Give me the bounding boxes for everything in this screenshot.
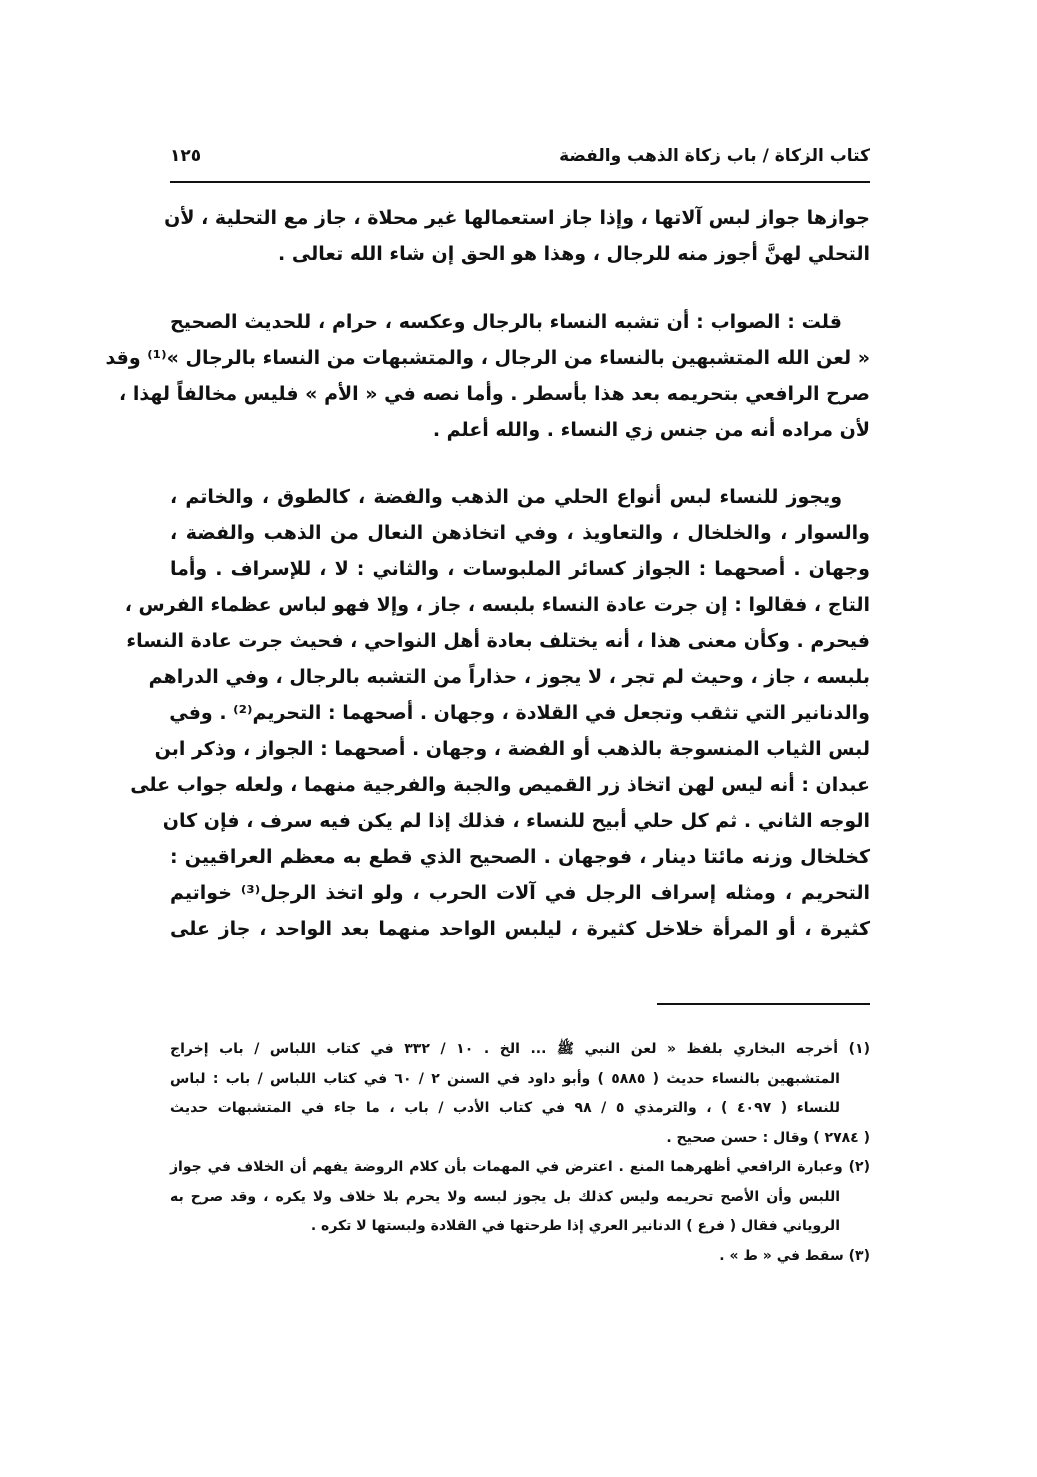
text-line: ويجوز للنساء لبس أنواع الحلي من الذهب والفضة ، كالطوق ، والخاتم ، xyxy=(170,486,842,508)
footnote-line: اللبس وأن الأصح تحريمه وليس كذلك بل يجوز لبسه ولا يحرم بلا خلاف ولا يكره ، وقد صرح به xyxy=(170,1188,840,1205)
text-line: التاج ، فقالوا : إن جرت عادة النساء بلبسه ، جاز ، وإلا فهو لباس عظماء الفرس ، xyxy=(124,594,870,616)
footnote-line: ( ٢٧٨٤ ) وقال : حسن صحيح . xyxy=(666,1129,870,1146)
text-line: كثيرة ، أو المرأة خلاخل كثيرة ، ليلبس الواحد منهما بعد الواحد ، جاز على xyxy=(170,918,870,940)
text-line: « لعن الله المتشبهين بالنساء من الرجال ، والمتشبهات من النساء بالرجال »⁽¹⁾ وقد xyxy=(105,347,870,369)
page-number: ١٢٥ xyxy=(170,146,202,166)
text-line: الوجه الثاني . ثم كل حلي أبيح للنساء ، فذلك إذا لم يكن فيه سرف ، فإن كان xyxy=(162,810,870,832)
text-line: التحريم ، ومثله إسراف الرجل في آلات الحرب ، ولو اتخذ الرجل⁽³⁾ خواتيم xyxy=(170,882,870,904)
text-line: كخلخال وزنه مائتا دينار ، فوجهان . الصحيح الذي قطع به معظم العراقيين : xyxy=(170,846,870,868)
footnote-line: (٢) وعبارة الرافعي أظهرهما المنع . اعترض في المهمات بأن كلام الروضة يفهم أن الخلاف في جواز xyxy=(170,1159,870,1175)
header-rule xyxy=(170,181,870,183)
text-line: وجهان . أصحهما : الجواز كسائر الملبوسات ، والثاني : لا ، للإسراف . وأما xyxy=(170,558,870,580)
footnote-line: (٣) سقط في « ط » . xyxy=(719,1247,870,1264)
text-line: والسوار ، والخلخال ، والتعاويذ ، وفي اتخاذهن النعال من الذهب والفضة ، xyxy=(170,522,870,544)
running-header xyxy=(170,146,870,176)
text-line: عبدان : أنه ليس لهن اتخاذ زر القميص والجبة والفرجية منهما ، ولعله جواب على xyxy=(130,774,870,796)
footnote-line: المتشبهين بالنساء حديث ( ٥٨٨٥ ) وأبو داود في السنن ٢ / ٦٠ في كتاب اللباس / باب : لباس xyxy=(170,1070,840,1087)
footnote-rule xyxy=(657,1003,870,1005)
footnote-line: (١) أخرجه البخاري بلفظ « لعن النبي ﷺ ... الخ . ١٠ / ٣٣٢ في كتاب اللباس / باب إخراج xyxy=(170,1041,870,1057)
text-line: والدنانير التي تثقب وتجعل في القلادة ، وجهان . أصحهما : التحريم⁽²⁾ . وفي xyxy=(169,702,870,724)
text-line: التحلي لهنَّ أجوز منه للرجال ، وهذا هو الحق إن شاء الله تعالى . xyxy=(278,243,870,265)
text-line: صرح الرافعي بتحريمه بعد هذا بأسطر . وأما نصه في « الأم » فليس مخالفاً لهذا ، xyxy=(119,383,870,405)
text-line: لبس الثياب المنسوجة بالذهب أو الفضة ، وجهان . أصحهما : الجواز ، وذكر ابن xyxy=(154,738,870,760)
text-line: جوازها جواز لبس آلاتها ، وإذا جاز استعمالها غير محلاة ، جاز مع التحلية ، لأن xyxy=(164,207,870,229)
text-line: لأن مراده أنه من جنس زي النساء . والله أعلم . xyxy=(432,419,870,441)
text-line: بلبسه ، جاز ، وحيث لم تجر ، لا يجوز ، حذاراً من التشبه بالرجال ، وفي الدراهم xyxy=(148,666,870,688)
text-line: فيحرم . وكأن معنى هذا ، أنه يختلف بعادة أهل النواحي ، فحيث جرت عادة النساء xyxy=(126,630,870,652)
footnote-line: للنساء ( ٤٠٩٧ ) ، والترمذي ٥ / ٩٨ في كتاب الأدب / باب ، ما جاء في المتشبهات حديث xyxy=(170,1100,840,1116)
chapter-title: كتاب الزكاة / باب زكاة الذهب والفضة xyxy=(559,146,870,166)
text-line: قلت : الصواب : أن تشبه النساء بالرجال وعكسه ، حرام ، للحديث الصحيح xyxy=(170,311,842,333)
footnote-line: الروياني فقال ( فرع ) الدنانير العري إذا طرحتها في القلادة ولبستها لا تكره . xyxy=(310,1218,840,1234)
